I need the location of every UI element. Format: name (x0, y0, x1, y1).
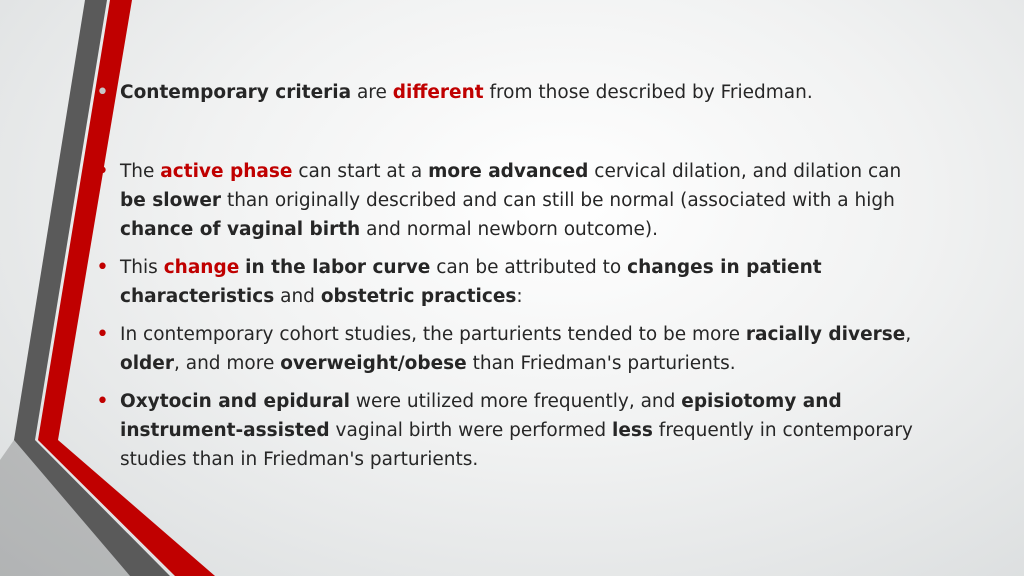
bullet-labor-curve-change (96, 253, 916, 311)
slide-body (96, 78, 916, 474)
bullet-text: Oxytocin and epidural were utilized more frequently, and episiotomy and instrument-assisted vaginal birth were performed less frequently in contemporary studies than in Friedman's parturients. (120, 391, 913, 470)
bullet-marker: • (96, 322, 109, 347)
bullet-active-phase (96, 157, 916, 244)
bullet-contemporary-criteria (96, 78, 916, 107)
bullet-oxytocin-epidural (96, 387, 916, 474)
bullet-marker: • (96, 255, 109, 280)
bullet-marker: • (96, 389, 109, 414)
bullet-marker: • (96, 80, 109, 105)
bullet-text: This change in the labor curve can be attributed to changes in patient characteristics and obstetric practices: (120, 257, 822, 307)
bullet-marker: • (96, 159, 109, 184)
bullet-cohort-studies (96, 320, 916, 378)
bullet-text: Contemporary criteria are different from those described by Friedman. (120, 82, 813, 103)
bullet-text: The active phase can start at a more advanced cervical dilation, and dilation can be slower than originally described and can still be normal (associated with a high chance of vaginal birth and normal newborn outcome). (120, 161, 902, 240)
bullet-text: In contemporary cohort studies, the parturients tended to be more racially diverse, older, and more overweight/obese than Friedman's parturients. (120, 324, 912, 374)
